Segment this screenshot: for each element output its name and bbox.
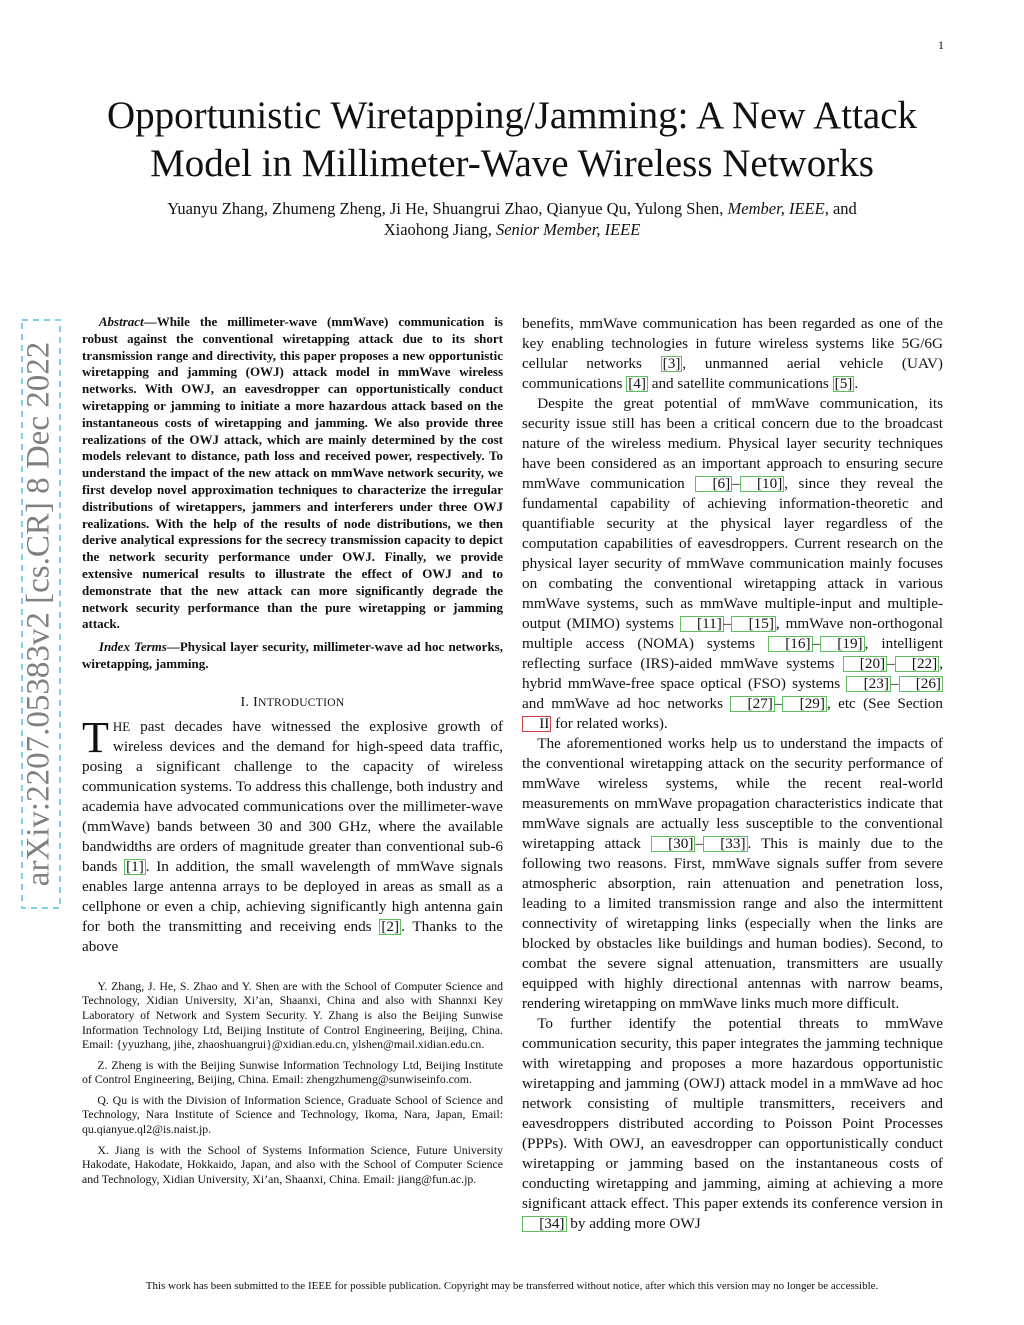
- intro-dropcap: T: [82, 712, 109, 762]
- text-run: –: [695, 835, 704, 852]
- right-column: [522, 314, 943, 1234]
- authors-line-1: Yuanyu Zhang, Zhumeng Zheng, Ji He, Shuangrui Zhao, Qianyue Qu, Yulong Shen,: [167, 199, 724, 218]
- authors-and: , and: [824, 199, 857, 218]
- right-paragraph-3: [522, 734, 943, 1014]
- citation-link[interactable]: [1]: [126, 857, 144, 875]
- citation-link[interactable]: [26]: [899, 676, 944, 692]
- text-run: for related works).: [551, 715, 668, 732]
- intro-paragraph: [82, 712, 503, 957]
- text-run: Despite the great potential of mmWave communication, its security issue still has been a critical concern due to the broadcast nature of the wireless medium. Physical layer security techniques have been considered as an important approach to ensuring secure mmWave communication: [522, 395, 943, 492]
- abstract-text: —While the millimeter-wave (mmWave) communication is robust against the conventional wiretapping attack due to its short transmission range and directivity, this paper proposes a new opportunistic wiretapping and jamming (OWJ) attack model in mmWave wireless networks. With OWJ, an eavesdropper can opportunistically conduct wiretapping or jamming to initiate a more hazardous attack based on the instantaneous costs of wiretapping and jamming. We also provide three realizations of the OWJ attack, which are mainly determined by the cost models relevant to distance, path loss and received power, respectively. To understand the impact of the new attack on mmWave network security, we first develop novel approximation techniques to characterize the irregular distributions of wiretappers, jammers and interferers under three OWJ realizations. With the help of the results of node distributions, we then derive analytical expressions for the secrecy transmission capacity to depict the network security performance under OWJ. Finally, we provide extensive numerical results to illustrate the effect of OWJ and to demonstrate that the new attack can more significantly degrade the network security performance than the pure wiretapping or jamming attack.: [82, 314, 503, 632]
- footnote-3: Q. Qu is with the Division of Information Science, Graduate School of Science and Technology, Nara Institute of Science and Technology, Ikoma, Nara, Japan, Email: qu.qianyue.ql2@is.naist.jp.: [82, 1092, 503, 1137]
- text-run: , hybrid mmWave-free space optical (FSO) systems: [522, 655, 943, 692]
- authors-senior: Senior Member, IEEE: [495, 220, 641, 239]
- title-line-2: Model in Millimeter-Wave Wireless Networks: [150, 142, 874, 185]
- text-run: and mmWave ad hoc networks: [522, 695, 731, 712]
- left-column: [82, 314, 503, 1192]
- right-paragraph-4: [522, 1014, 943, 1234]
- text-run: , intelligent reflecting surface (IRS)-aided mmWave systems: [522, 635, 943, 672]
- text-run: –: [732, 475, 740, 492]
- text-run: To further identify the potential threats to mmWave communication security, this paper integrates the jamming technique with wiretapping and proposes a more hazardous opportunistic wiretapping and jamming (OWJ) attack model in a mmWave ad hoc network consisting of multiple transmitters, receivers and eavesdroppers distributed according to Poisson Point Processes (PPPs). With OWJ, an eavesdropper can opportunistically conduct wiretapping or jamming based on the instantaneous costs of conducting wiretapping and jamming, aiming at achieving a more significant attack effect. This paper extends its conference version in: [522, 1015, 943, 1212]
- right-paragraph-2: [522, 394, 943, 734]
- text-run: , since they reveal the fundamental capability of achieving information-theoretic and quantifiable security at the physical layer regardless of the computation capabilities of eavesdroppers. Current research on the physical layer security of mmWave communication mainly focuses on combating the conventional wiretapping attack in various mmWave systems, such as mmWave multiple-input and multiple-output (MIMO) systems: [522, 475, 943, 632]
- citation-link[interactable]: [23]: [846, 676, 891, 692]
- section-number: I.: [240, 694, 250, 710]
- text-run: and satellite communications: [647, 375, 833, 392]
- citation-link[interactable]: [15]: [731, 616, 776, 632]
- section-title-first: I: [253, 694, 259, 710]
- right-paragraph-1: [522, 314, 943, 394]
- text-run: –: [887, 655, 895, 672]
- text-run: –: [812, 635, 821, 652]
- arxiv-stamp-graphic: [20, 318, 62, 910]
- arxiv-id: arXiv:2207.05383v2 [cs.CR] 8 Dec 2022: [20, 341, 57, 887]
- citation-link[interactable]: [2]: [381, 917, 400, 935]
- citation-link[interactable]: [3]: [662, 355, 681, 372]
- footnote-4: X. Jiang is with the School of Systems Information Science, Future University Hakodate, Hakodate, Hokkaido, Japan, and also with the School of Computer Science and Technology, Xidian University, Xi’an, Shaanxi, China. Email: jiang@fun.ac.jp.: [82, 1142, 503, 1186]
- title-block: [60, 92, 964, 240]
- section-heading-introduction: [82, 695, 503, 711]
- intro-text-a: past decades have witnessed the explosive growth of wireless devices and the demand for high-speed data traffic, posing a significant challenge to the capacity of wireless communication systems. To address this challenge, both industry and academia have advocated communications over the millimeter-wave (mmWave) bands between 30 and 300 GHz, where the available bandwidths are orders of magnitude greater than conventional sub-6 bands: [82, 717, 503, 875]
- citation-link[interactable]: [27]: [730, 696, 775, 712]
- arxiv-stamp: [20, 318, 62, 910]
- citation-link[interactable]: [19]: [820, 636, 865, 652]
- citation-link[interactable]: [34]: [522, 1216, 567, 1232]
- text-run: –: [723, 615, 732, 632]
- authors: [60, 198, 964, 240]
- abstract-label: Abstract: [98, 314, 144, 329]
- text-run: –: [890, 675, 899, 692]
- citation-link[interactable]: [30]: [651, 836, 696, 852]
- text-run: , unmanned aerial vehicle (UAV) communications: [522, 355, 943, 392]
- footer-note: This work has been submitted to the IEEE for possible publication. Copyright may be transferred without notice, after which this version may no longer be accessible.: [145, 1280, 879, 1292]
- text-run: The aforementioned works help us to understand the impacts of the conventional wiretapping attack on the security performance of mmWave wireless systems, while the recent real-world measurements on mmWave propagation characteristics indicate that mmWave signals are actually less susceptible to the conventional wiretapping attack: [522, 735, 943, 852]
- text-run: benefits, mmWave communication has been regarded as one of the key enabling technologies in future wireless systems like 5G/6G cellular networks: [522, 315, 943, 372]
- text-run: , etc (See Section: [826, 695, 943, 712]
- footnotes: [82, 979, 503, 1187]
- citation-link[interactable]: [16]: [768, 636, 813, 652]
- index-terms-label: Index Terms: [98, 639, 167, 655]
- citation-link[interactable]: [4]: [628, 375, 646, 392]
- citation-link[interactable]: [33]: [703, 836, 748, 852]
- section-link[interactable]: II: [522, 716, 551, 732]
- citation-link[interactable]: [10]: [740, 476, 785, 492]
- authors-member: Member, IEEE: [727, 199, 825, 218]
- section-title-rest: NTRODUCTION: [258, 696, 345, 709]
- paper-title: [60, 92, 964, 188]
- text-run: –: [774, 695, 783, 712]
- text-run: by adding more OWJ: [566, 1215, 701, 1232]
- text-run: .: [854, 375, 859, 392]
- footnote-1: Y. Zhang, J. He, S. Zhao and Y. Shen are with the School of Computer Science and Technology, Xidian University, Xi’an, Shaanxi, China and also with Shannxi Key Laboratory of Network and System Security. Y. Zhang is also the Beijing Sunwise Information Technology Ltd, Beijing Institute of Control Engineering, Beijing, China. Email: {yyuzhang, jihe, zhaoshuangrui}@xidian.edu.cn, ylshen@mail.xidian.edu.cn.: [82, 978, 503, 1052]
- intro-first-word-rest: HE: [112, 718, 131, 734]
- footnote-2: Z. Zheng is with the Beijing Sunwise Information Technology Ltd, Beijing Institute of Control Engineering, Beijing, China. Email: zhengzhumeng@sunwiseinfo.com.: [82, 1057, 503, 1087]
- abstract: [82, 314, 503, 633]
- text-run: . This is mainly due to the following two reasons. First, mmWave signals suffer from severe atmospheric absorption, rain attenuation and penetration loss, leading to a limited transmission range and also the intermittent connectivity of wiretapping links (especially when the links are blocked by obstacles like buildings and human bodies). Second, to combat the severe signal attenuation, transmitters are usually equipped with highly directional antennas with narrow beams, rendering wiretapping on mmWave links much more difficult.: [522, 835, 943, 1012]
- index-terms-text: —Physical layer security, millimeter-wave ad hoc networks, wiretapping, jamming.: [82, 639, 503, 671]
- intro-text-b: . In addition, the small wavelength of mmWave signals enables large antenna arrays to be deployed in areas as small as a cellphone or even a chip, achieving significantly high antenna gain for both the transmitting and receiving ends: [82, 857, 503, 935]
- text-run: , mmWave non-orthogonal multiple access (NOMA) systems: [522, 615, 944, 652]
- citation-link[interactable]: [11]: [680, 616, 724, 632]
- index-terms: [82, 639, 503, 673]
- citation-link[interactable]: [29]: [782, 696, 827, 712]
- intro-text-c: . Thanks to the above: [82, 917, 503, 955]
- citation-link[interactable]: [6]: [695, 476, 732, 492]
- page-number: 1: [938, 38, 944, 52]
- citation-link[interactable]: [20]: [843, 656, 888, 672]
- citation-link[interactable]: [22]: [895, 656, 940, 672]
- authors-line-2: Xiaohong Jiang,: [383, 220, 492, 239]
- title-line-1: Opportunistic Wiretapping/Jamming: A New Attack: [106, 94, 918, 137]
- citation-link[interactable]: [5]: [834, 375, 853, 392]
